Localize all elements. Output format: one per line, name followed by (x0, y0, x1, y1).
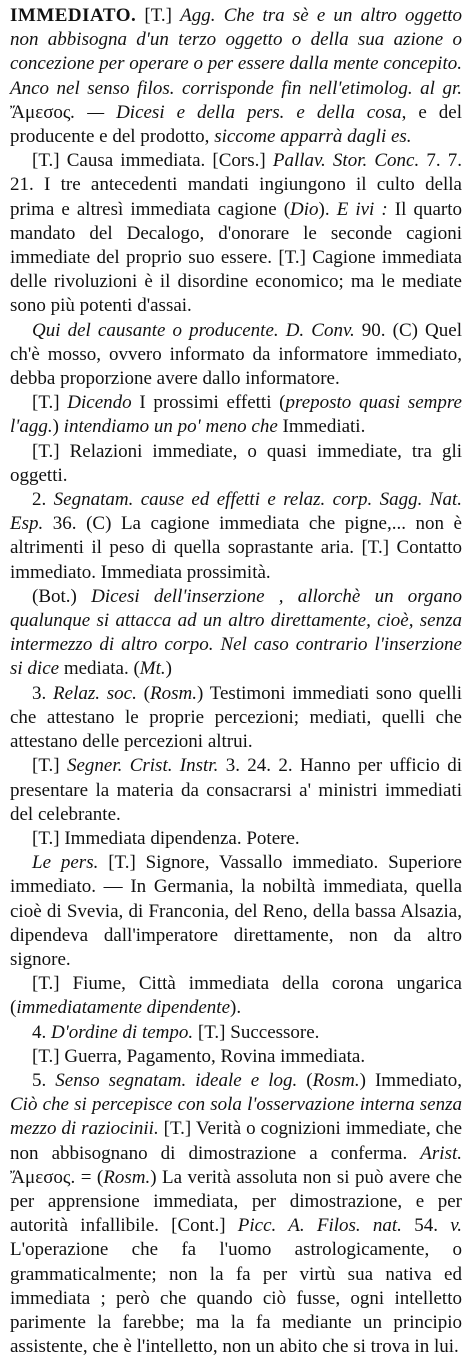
sense-paragraph: [T.] Guerra, Pagamento, Rovina immediata. (32, 1045, 366, 1067)
sense-paragraph: Le pers. [T.] Signore, Vassallo immediato. Superiore immediato. — In Germania, la nobiltà immediata, quella cioè di Svevia, di Franconia, del Reno, della bassa Alsazia, dipendeva dall'imperatore direttamente, non da altro signore. (10, 852, 462, 970)
sense-paragraph: Qui del causante o producente. D. Conv. 90. (C) Quel ch'è mosso, ovvero informato da informatore immediato, debba proporzione avere dallo informatore. (10, 319, 462, 390)
sense-paragraph: [T.] Segner. Crist. Instr. 3. 24. 2. Hanno per ufficio di presentare la materia da consacrarsi a' ministri immediati del celebrante. (10, 755, 462, 825)
sense-paragraph: [T.] Fiume, Città immediata della corona ungarica (immediatamente dipendente). (10, 973, 462, 1019)
sense-paragraph: 2. Segnatam. cause ed effetti e relaz. corp. Sagg. Nat. Esp. 36. (C) La cagione immediata che pigne,... non è altrimenti il peso di quella soprastante aria. [T.] Contatto immediato. Immediata prossimità. (10, 489, 462, 583)
sense-paragraph: 5. Senso segnatam. ideale e log. (Rosm.) Immediato, Ciò che si percepisce con sola l'osservazione interna senza mezzo di raziocinii. [T.] Verità o cognizioni immediate, che non abbisognano di dimostrazione a conferma. Arist. Ἄμεσος. = (Rosm.) La verità assoluta non si può avere che per apprensione immediata, per dimostrazione, e per autorità infallibile. [Cont.] Picc. A. Filos. nat. 54. v. L'operazione che fa l'uomo astrologicamente, o grammaticalmente; non la fa per virtù sua nativa ed immediata ; però che quando ciò fusse, ogni intelletto parimente la farebbe; ma la fa mediante un principio assistente, che è l'intelletto, non un abito che si trova in lui. (10, 1069, 463, 1358)
sense-paragraph: (Bot.) Dicesi dell'inserzione , allorchè un organo qualunque si attacca ad un altro direttamente, cioè, senza intermezzo di altro corpo. Nel caso contrario l'inserzione si dice mediata. (Mt.) (10, 585, 462, 680)
sense-paragraph: [T.] Causa immediata. [Cors.] Pallav. Stor. Conc. 7. 7. 21. I tre antecedenti mandati ingiungono il culto della prima e altresì immediata cagione (Dio). E ivi : Il quarto mandato del Decalogo, d'onorare le seconde cagioni immediate del proprio suo essere. [T.] Cagione immediata delle rivoluzioni è il disordine economico; ma le mediate sono più potenti d'assai. (10, 150, 463, 317)
headword: IMMEDIATO. (10, 5, 137, 26)
sense-paragraph: [T.] Relazioni immediate, o quasi immediate, tra gli oggetti. (10, 440, 462, 486)
sense-paragraph: [T.] Immediata dipendenza. Potere. (32, 827, 300, 849)
entry-definition: IMMEDIATO. [T.] Agg. Che tra sè e un altro oggetto non abbisogna d'un terzo oggetto o della sua azione o concezione per operare o per essere dalla mente concepito. Anco nel senso filos. corrisponde fin nell'etimolog. al gr. Ἄμεσος. — Dicesi e della pers. e della cosa, e del producente e del prodotto, siccome apparrà dagli es. (10, 5, 462, 148)
sense-paragraph: 3. Relaz. soc. (Rosm.) Testimoni immediati sono quelli che attestano le proprie percezioni; mediati, quelli che attestano delle percezioni altrui. (10, 682, 462, 753)
sense-paragraph: [T.] Dicendo I prossimi effetti (preposto quasi sempre l'agg.) intendiamo un po' meno che Immediati. (10, 392, 462, 438)
sense-paragraph: 4. D'ordine di tempo. [T.] Successore. (32, 1021, 320, 1043)
